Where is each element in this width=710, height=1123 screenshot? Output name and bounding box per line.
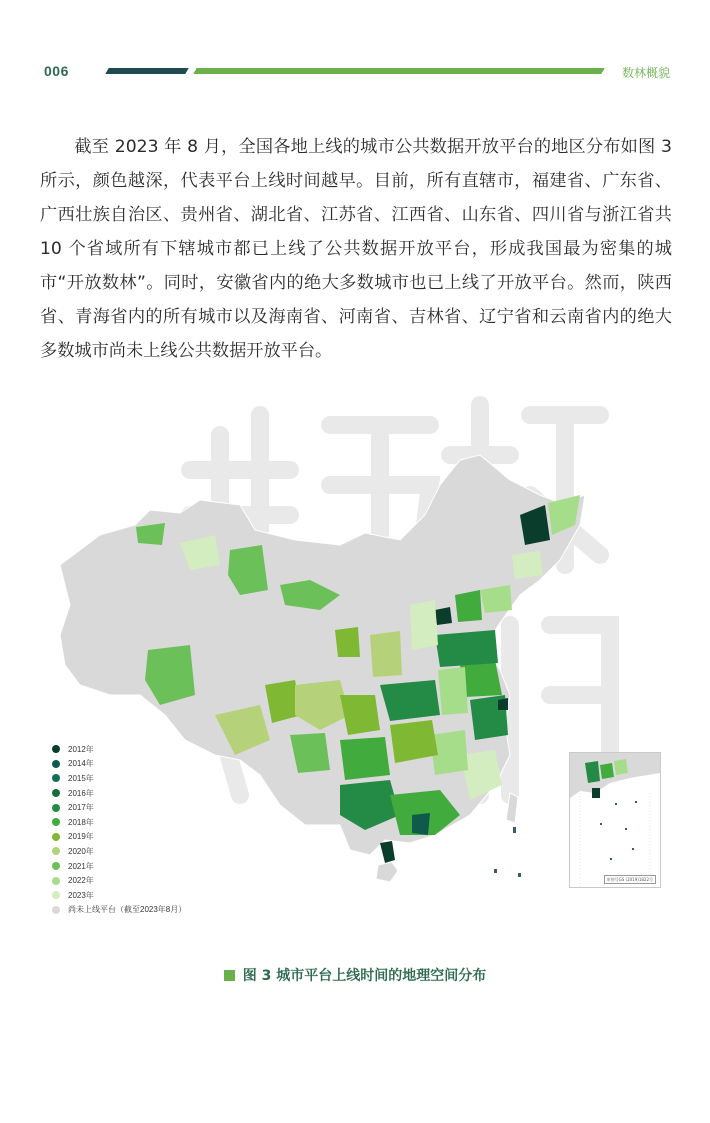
legend-item: [52, 815, 186, 830]
region-bj: [435, 607, 452, 625]
legend-item: [52, 757, 186, 772]
legend-label: 2019年: [68, 832, 94, 842]
region-gd-zj: [380, 841, 395, 863]
legend-label: 2020年: [68, 846, 94, 856]
legend-label: 2012年: [68, 744, 94, 754]
legend-swatch: [52, 760, 60, 768]
region-sd: [435, 630, 498, 667]
body-paragraph: 截至 2023 年 8 月，全国各地上线的城市公共数据开放平台的地区分布如图 3 所示，颜色越深，代表平台上线时间越早。目前，所有直辖市，福建省、广东省、广西壮族自治区、贵州省、湖北省、江苏省、江西省、山东省、四川省与浙江省共 10 个省域所有下辖城市都已上线了公共数据开放平台，形成我国最为密集的城市“开放数林”。同时，安徽省内的绝大多数城市也已上线了开放平台。然而，陕西省、青海省内的所有城市以及海南省、河南省、吉林省、辽宁省和云南省内的绝大多数城市尚未上线公共数据开放平台。: [40, 137, 672, 361]
legend-item: [52, 888, 186, 903]
legend-swatch: [52, 745, 60, 753]
legend-swatch: [52, 906, 60, 914]
map-hainan: [376, 862, 398, 882]
region-hb: [380, 680, 440, 721]
header-bar-dark: [105, 68, 188, 74]
legend-item: [52, 771, 186, 786]
legend-item: [52, 903, 186, 918]
region-ah: [438, 667, 468, 715]
legend-label: 2017年: [68, 803, 94, 813]
region-nx: [335, 627, 360, 657]
region-sx: [370, 631, 402, 677]
figure-caption: [0, 965, 710, 985]
legend-label: 2021年: [68, 861, 94, 871]
legend-label: 2023年: [68, 890, 94, 900]
map-taiwan: [506, 793, 518, 823]
caption-text: 图 3 城市平台上线时间的地理空间分布: [242, 968, 487, 984]
legend-swatch: [52, 818, 60, 826]
legend-label: 尚未上线平台（截至2023年8月）: [68, 905, 187, 915]
legend-item: [52, 859, 186, 874]
region-gz: [340, 737, 390, 780]
caption-marker: [224, 970, 235, 981]
legend-label: 2018年: [68, 817, 94, 827]
legend-item: [52, 742, 186, 757]
legend-item: [52, 786, 186, 801]
scs-islands: [494, 827, 521, 877]
header-bar-green: [193, 68, 604, 74]
section-title: 数林概貌: [621, 66, 670, 80]
legend-item: [52, 830, 186, 845]
inset-label: 审图号GS (2019)1822号: [604, 875, 656, 884]
page-header: [0, 0, 710, 90]
legend-swatch: [52, 862, 60, 870]
region-sh: [498, 698, 508, 710]
page-number: 006: [44, 63, 69, 79]
legend-label: 2014年: [68, 759, 94, 769]
region-hb-n: [410, 600, 438, 650]
region-ln: [480, 585, 512, 613]
legend-item: [52, 844, 186, 859]
legend-label: 2015年: [68, 773, 94, 783]
legend-swatch: [52, 804, 60, 812]
legend-swatch: [52, 833, 60, 841]
legend-swatch: [52, 847, 60, 855]
legend-swatch: [52, 789, 60, 797]
region-jl: [512, 551, 543, 579]
legend-label: 2016年: [68, 788, 94, 798]
map-legend: [52, 742, 186, 917]
legend-label: 2022年: [68, 876, 94, 886]
legend-item: [52, 873, 186, 888]
legend-swatch: [52, 774, 60, 782]
legend-swatch: [52, 891, 60, 899]
legend-swatch: [52, 877, 60, 885]
region-gd-sz: [412, 813, 430, 835]
inset-map: [570, 753, 660, 887]
region-nm: [455, 590, 482, 622]
south-china-sea-inset: [569, 752, 661, 888]
china-map-figure: [40, 395, 672, 935]
legend-item: [52, 800, 186, 815]
